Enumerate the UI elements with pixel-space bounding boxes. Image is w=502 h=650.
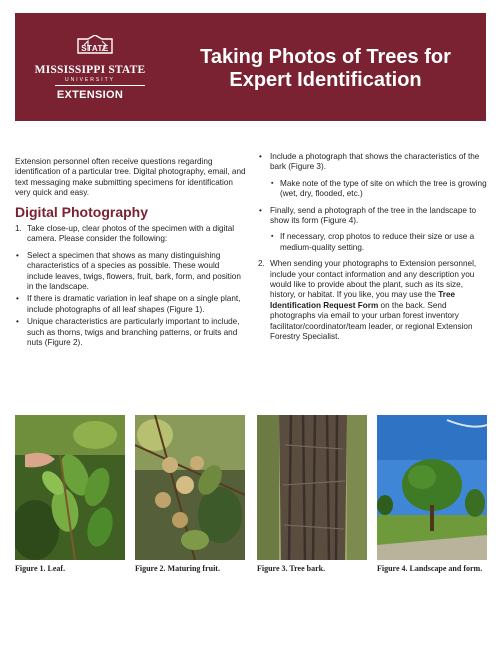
msu-extension-logo [15,13,165,121]
list-item: • Select a specimen that shows as many distinguishing characteristics of a species as possible. These would include leaves, twigs, flowers, fruit, bark, form, and position in the landscape. [15,251,247,293]
step-2-text-b: on the back. Send photographs via email to your urban forest inventory facilitator/coordinator/team leader, or regional Extension Forestry Specialist. [270,300,473,342]
logo-university-name: MISSISSIPPI STATE [34,64,146,76]
step-1 [15,224,247,245]
form-name: Tree Identification Request Form [270,290,456,310]
figure-2-fruit-photo [135,415,245,560]
left-column [15,157,247,351]
logo-shield-text: STATE [81,44,109,53]
figure-3-bark-photo [257,415,367,560]
list-item: • Include a photograph that shows the characteristics of the bark (Figure 3). [258,152,490,173]
right-column [258,152,490,349]
figure-4-caption: Figure 4. Landscape and form. [377,564,483,573]
step-2-number: 2. [258,259,265,269]
sub-list-item: ▪ Make note of the type of site on which the tree is growing (wet, dry, flooded, etc.) [258,179,490,200]
logo-extension-label: EXTENSION [56,89,124,101]
page-title [165,46,486,92]
title-line-1: Taking Photos of Trees for [200,46,451,68]
figure-3-caption: Figure 3. Tree bark. [257,564,326,573]
title-line-2: Expert Identification [229,69,422,91]
step-2-text-a: When sending your photographs to Extension personnel, include your contact information and any description you would like to provide about the plant, such as its size, history, or habitat. If you like, you may use the [270,259,477,300]
step-2 [258,259,490,342]
step-1-number: 1. [15,224,22,234]
figure-4-landscape-photo [377,415,487,560]
step-1-text: Take close-up, clear photos of the specimen with a digital camera. Please consider the following: [27,224,235,244]
logo-divider [55,85,145,86]
list-item: • Finally, send a photograph of the tree in the landscape to show its form (Figure 4). [258,206,490,227]
section-heading: Digital Photography [15,203,148,220]
figure-1-caption: Figure 1. Leaf. [15,564,66,573]
figure-1-leaf-photo [15,415,125,560]
sub-list-item: ▪ If necessary, crop photos to reduce their size or use a medium-quality setting. [258,232,490,253]
list-item: • If there is dramatic variation in leaf shape on a single plant, include photographs of all leaf shapes (Figure 1). [15,294,247,315]
intro-paragraph: Extension personnel often receive questions regarding identification of a particular tree. Digital photography, email, and text messaging make submitting specimens for identification very quick and easy. [15,157,246,198]
logo-university-label: UNIVERSITY [64,77,115,83]
list-item: • Unique characteristics are particularly important to include, such as thorns, twigs and branching patterns, or fruits and nuts (Figure 2). [15,317,247,348]
header-banner [15,13,486,121]
figure-2-caption: Figure 2. Maturing fruit. [135,564,220,573]
